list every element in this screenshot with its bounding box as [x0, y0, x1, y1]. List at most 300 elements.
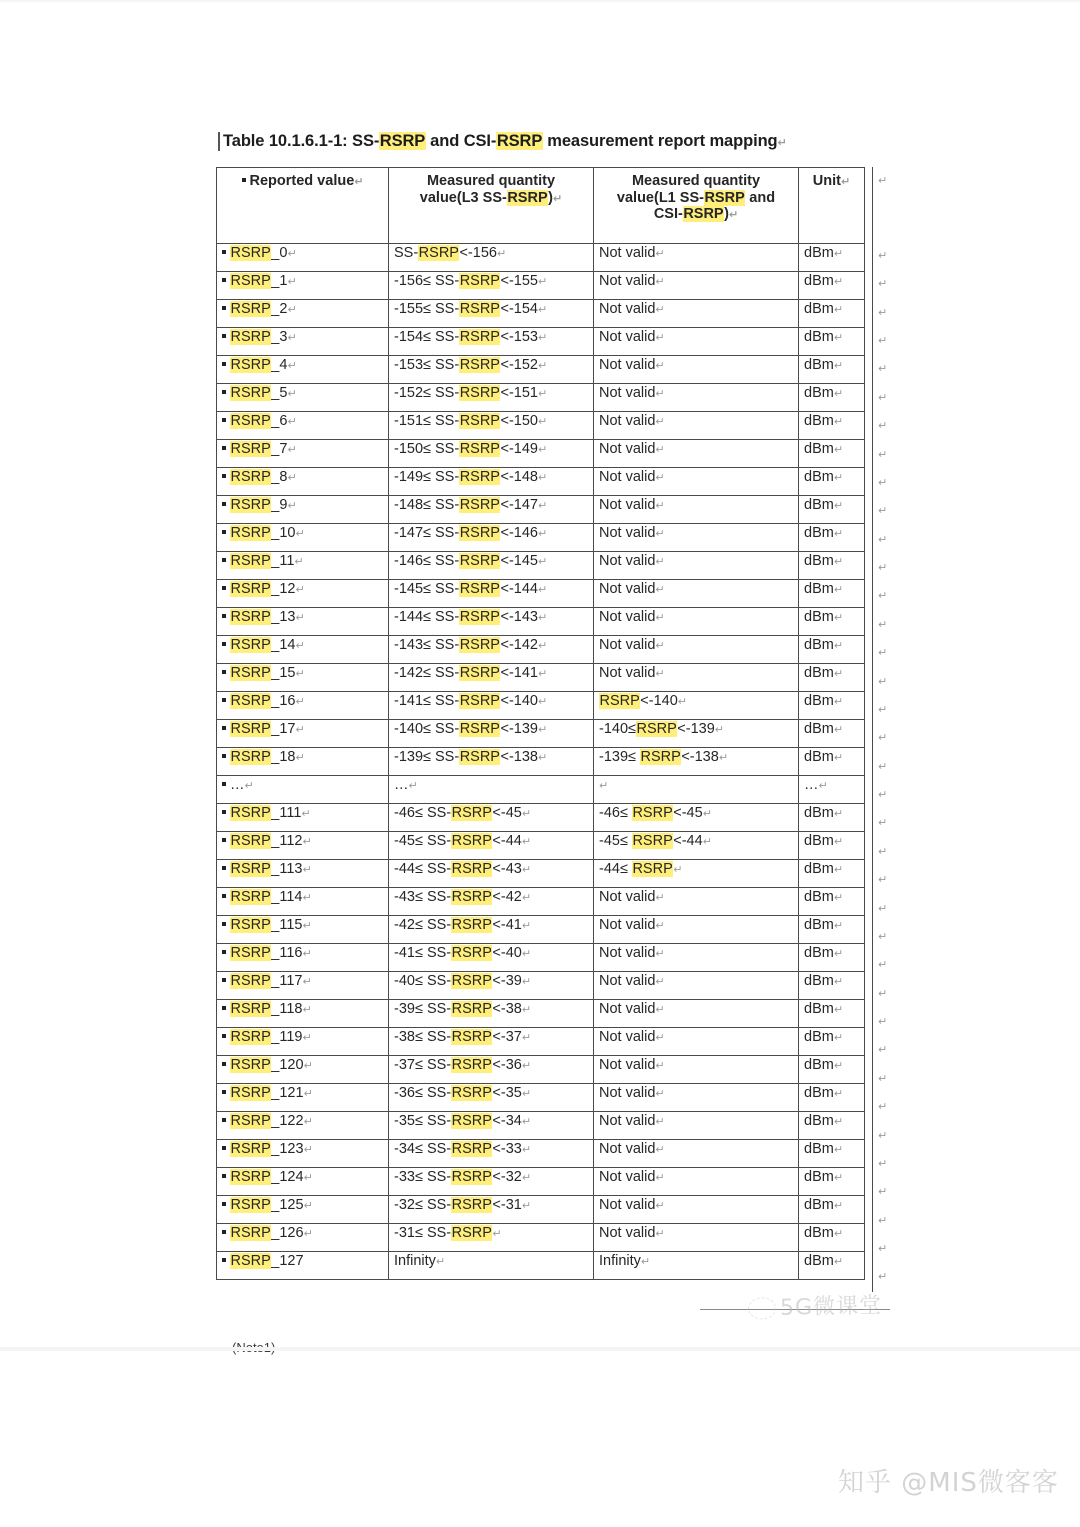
cell-text: _124 — [271, 1168, 304, 1185]
paragraph-mark-icon: ↵ — [287, 358, 297, 372]
highlight-rsrp: RSRP — [230, 1196, 271, 1213]
table-row — [217, 1055, 865, 1083]
cell-reported-value — [217, 971, 389, 999]
cell-text: dBm — [804, 328, 834, 345]
cell-text: -156≤ SS-RSRP<-155 — [394, 272, 538, 289]
paragraph-mark-icon: ↵ — [878, 901, 888, 915]
column-header-highlight-rsrp-1: RSRP — [704, 189, 745, 206]
cell-l3-measured-quantity — [389, 551, 594, 579]
cell-text: _4 — [271, 356, 288, 373]
paragraph-mark-icon: ↵ — [878, 1270, 888, 1284]
cell-reported-value — [217, 831, 389, 859]
column-header-label: Reported value — [249, 172, 355, 189]
highlight-rsrp: RSRP — [451, 1168, 492, 1185]
paragraph-mark-icon: ↵ — [640, 1254, 651, 1268]
bullet-icon — [222, 474, 226, 478]
inline-watermark-text: 5G微课堂 — [779, 1293, 883, 1321]
cell-text: dBm — [804, 1000, 834, 1017]
paragraph-mark-icon: ↵ — [537, 442, 548, 456]
cell-unit — [799, 747, 865, 775]
highlight-rsrp: RSRP — [459, 356, 500, 373]
bullet-icon — [222, 334, 226, 338]
paragraph-mark-icon: ↵ — [537, 274, 548, 288]
paragraph-mark-icon: ↵ — [295, 526, 305, 540]
paragraph-mark-icon: ↵ — [537, 498, 548, 512]
cell-l1-measured-quantity — [594, 551, 799, 579]
cell-text: Not valid — [599, 636, 656, 653]
cell-text: _112 — [271, 832, 303, 849]
paragraph-mark-icon: ↵ — [833, 1198, 844, 1212]
cell-text: Not valid — [599, 1168, 656, 1185]
paragraph-mark-icon: ↵ — [521, 1058, 532, 1072]
table-body — [217, 243, 865, 1279]
cell-unit — [799, 635, 865, 663]
cell-text: dBm — [804, 1168, 834, 1185]
paragraph-mark-icon: ↵ — [655, 1170, 665, 1184]
paragraph-mark-icon: ↵ — [833, 946, 844, 960]
highlight-rsrp: RSRP — [230, 692, 271, 709]
paragraph-mark-icon: ↵ — [552, 191, 563, 205]
bullet-icon — [222, 1118, 226, 1122]
table-row — [217, 775, 865, 803]
cell-l1-measured-quantity — [594, 971, 799, 999]
highlight-rsrp: RSRP — [230, 244, 271, 261]
highlight-rsrp: RSRP — [632, 832, 673, 849]
paragraph-mark-icon: ↵ — [295, 722, 305, 736]
paragraph-mark-icon: ↵ — [302, 862, 312, 876]
paragraph-mark-icon: ↵ — [833, 1058, 844, 1072]
bullet-icon — [222, 278, 226, 282]
cell-reported-value — [217, 271, 389, 299]
paragraph-mark-icon: ↵ — [287, 498, 297, 512]
highlight-rsrp: RSRP — [230, 300, 271, 317]
cell-text: _126 — [271, 1224, 304, 1241]
bullet-icon — [222, 250, 226, 254]
cell-reported-value — [217, 1251, 389, 1279]
cell-l3-measured-quantity — [389, 383, 594, 411]
cell-text: -37≤ SS-RSRP<-36 — [394, 1056, 522, 1073]
cell-unit — [799, 1167, 865, 1195]
paragraph-mark-icon: ↵ — [833, 582, 844, 596]
table-row — [217, 803, 865, 831]
highlight-rsrp: RSRP — [230, 608, 271, 625]
table-caption — [218, 132, 896, 151]
paragraph-mark-icon: ↵ — [878, 248, 888, 262]
table-row — [217, 691, 865, 719]
paragraph-mark-icon: ↵ — [303, 1142, 313, 1156]
highlight-rsrp: RSRP — [451, 944, 492, 961]
paragraph-mark-icon: ↵ — [878, 1043, 888, 1057]
cell-l1-measured-quantity — [594, 607, 799, 635]
cell-l1-measured-quantity — [594, 635, 799, 663]
paragraph-mark-icon: ↵ — [521, 1086, 532, 1100]
cell-reported-value — [217, 859, 389, 887]
cell-reported-value — [217, 551, 389, 579]
bullet-icon — [222, 1202, 226, 1206]
paragraph-mark-icon: ↵ — [833, 386, 844, 400]
paragraph-mark-icon: ↵ — [655, 386, 665, 400]
cell-unit — [799, 915, 865, 943]
highlight-rsrp: RSRP — [459, 272, 500, 289]
cell-text: -44≤ RSRP — [599, 860, 673, 877]
table-row — [217, 943, 865, 971]
cell-l1-measured-quantity — [594, 887, 799, 915]
cell-text: -148≤ SS-RSRP<-147 — [394, 496, 538, 513]
column-header-line2-prefix: value(L1 SS- — [616, 189, 704, 206]
cell-text: _122 — [271, 1112, 304, 1129]
cell-text: _115 — [271, 916, 303, 933]
cell-text: _5 — [271, 384, 288, 401]
bullet-icon — [222, 754, 226, 758]
highlight-rsrp: RSRP — [451, 916, 492, 933]
bullet-icon — [222, 950, 226, 954]
cell-text: -140≤ SS-RSRP<-139 — [394, 720, 538, 737]
paragraph-mark-icon: ↵ — [303, 1226, 313, 1240]
cell-reported-value — [217, 1027, 389, 1055]
bullet-icon — [222, 978, 226, 982]
paragraph-mark-icon: ↵ — [521, 946, 532, 960]
paragraph-mark-icon: ↵ — [303, 1198, 313, 1212]
cell-text: Not valid — [599, 272, 656, 289]
cell-text: Not valid — [599, 244, 656, 261]
paragraph-mark-icon: ↵ — [878, 504, 888, 518]
paragraph-mark-icon: ↵ — [878, 759, 888, 773]
bullet-icon — [222, 390, 226, 394]
paragraph-mark-icon: ↵ — [655, 274, 665, 288]
cell-text: _127 — [271, 1252, 304, 1269]
paragraph-mark-icon: ↵ — [287, 330, 297, 344]
bullet-icon — [222, 1258, 226, 1262]
paragraph-mark-icon: ↵ — [655, 918, 665, 932]
highlight-rsrp: RSRP — [230, 1140, 271, 1157]
table-row — [217, 971, 865, 999]
table-row — [217, 1251, 865, 1279]
cell-text: -32≤ SS-RSRP<-31 — [394, 1196, 522, 1213]
paragraph-mark-icon: ↵ — [287, 414, 297, 428]
paragraph-mark-icon: ↵ — [878, 816, 888, 830]
cell-text: dBm — [804, 860, 834, 877]
cell-unit — [799, 1055, 865, 1083]
paragraph-mark-icon: ↵ — [833, 358, 844, 372]
table-row — [217, 859, 865, 887]
cell-l1-measured-quantity — [594, 243, 799, 271]
highlight-rsrp: RSRP — [451, 1084, 492, 1101]
cell-l3-measured-quantity — [389, 523, 594, 551]
cell-unit — [799, 943, 865, 971]
cell-l3-measured-quantity — [389, 299, 594, 327]
cell-text: dBm — [804, 1140, 834, 1157]
paragraph-mark-icon: ↵ — [521, 1198, 532, 1212]
paragraph-mark-icon: ↵ — [878, 986, 888, 1000]
cell-reported-value — [217, 775, 389, 803]
bullet-icon — [222, 1006, 226, 1010]
paragraph-mark-icon: ↵ — [521, 890, 532, 904]
cell-text: -38≤ SS-RSRP<-37 — [394, 1028, 522, 1045]
cell-l3-measured-quantity — [389, 271, 594, 299]
cell-unit — [799, 523, 865, 551]
bullet-icon — [222, 1230, 226, 1234]
paragraph-mark-icon: ↵ — [655, 1086, 665, 1100]
cell-text: Not valid — [599, 524, 656, 541]
bullet-icon — [222, 810, 226, 814]
table-row — [217, 1083, 865, 1111]
cell-text: Not valid — [599, 888, 656, 905]
cell-reported-value — [217, 719, 389, 747]
paragraph-mark-icon: ↵ — [833, 1226, 844, 1240]
paragraph-mark-icon: ↵ — [521, 974, 532, 988]
cell-unit — [799, 551, 865, 579]
cell-l1-measured-quantity — [594, 915, 799, 943]
cell-l1-measured-quantity — [594, 523, 799, 551]
cell-text: _15 — [271, 664, 296, 681]
paragraph-mark-icon: ↵ — [833, 274, 844, 288]
paragraph-mark-icon: ↵ — [833, 1170, 844, 1184]
cell-unit — [799, 271, 865, 299]
paragraph-mark-icon: ↵ — [878, 1185, 888, 1199]
document-content — [216, 132, 896, 1284]
cell-text: Not valid — [599, 608, 656, 625]
cell-reported-value — [217, 691, 389, 719]
cell-l1-measured-quantity — [594, 299, 799, 327]
paragraph-mark-icon: ↵ — [777, 136, 787, 149]
cell-l3-measured-quantity — [389, 607, 594, 635]
cell-l3-measured-quantity — [389, 1167, 594, 1195]
cell-text: _125 — [271, 1196, 304, 1213]
cell-text: dBm — [804, 1028, 834, 1045]
paragraph-mark-icon: ↵ — [303, 1114, 313, 1128]
caption-highlight-rsrp-1: RSRP — [379, 132, 426, 150]
cell-text: Not valid — [599, 972, 656, 989]
bullet-icon — [222, 838, 226, 842]
cell-unit — [799, 607, 865, 635]
cell-text: dBm — [804, 1196, 834, 1213]
paragraph-mark-icon: ↵ — [818, 778, 828, 792]
cell-text: _113 — [271, 860, 303, 877]
paragraph-mark-icon: ↵ — [295, 666, 305, 680]
table-row — [217, 551, 865, 579]
cell-unit — [799, 243, 865, 271]
paragraph-mark-icon: ↵ — [702, 834, 712, 848]
bullet-icon — [222, 894, 226, 898]
cell-unit — [799, 467, 865, 495]
cell-l1-measured-quantity — [594, 271, 799, 299]
paragraph-mark-icon: ↵ — [521, 834, 532, 848]
cell-text: _121 — [271, 1084, 304, 1101]
cell-text: -155≤ SS-RSRP<-154 — [394, 300, 538, 317]
highlight-rsrp: RSRP — [459, 300, 500, 317]
cell-text: dBm — [804, 916, 834, 933]
paragraph-mark-icon: ↵ — [833, 638, 844, 652]
column-header-highlight-rsrp-2: RSRP — [683, 206, 724, 223]
paragraph-mark-icon: ↵ — [833, 526, 844, 540]
highlight-rsrp: RSRP — [230, 272, 271, 289]
table-row — [217, 439, 865, 467]
column-header-line2-suffix: ) — [548, 189, 553, 206]
cell-l3-measured-quantity — [389, 1223, 594, 1251]
highlight-rsrp: RSRP — [230, 916, 271, 933]
paragraph-mark-icon: ↵ — [287, 302, 297, 316]
cell-text: … — [230, 776, 245, 793]
cell-text: -139≤ RSRP<-138 — [599, 748, 719, 765]
cell-text: dBm — [804, 1252, 834, 1269]
cell-reported-value — [217, 383, 389, 411]
cell-text: -139≤ SS-RSRP<-138 — [394, 748, 538, 765]
page-bottom-edge — [0, 1347, 1080, 1351]
highlight-rsrp: RSRP — [230, 860, 271, 877]
highlight-rsrp: RSRP — [632, 860, 673, 877]
cell-unit — [799, 1083, 865, 1111]
column-header-l1-measured-quantity — [594, 167, 799, 243]
paragraph-mark-icon: ↵ — [303, 1058, 313, 1072]
cell-l1-measured-quantity — [594, 383, 799, 411]
cell-text: -143≤ SS-RSRP<-142 — [394, 636, 538, 653]
highlight-rsrp: RSRP — [459, 552, 500, 569]
paragraph-mark-icon: ↵ — [295, 582, 305, 596]
table-row — [217, 663, 865, 691]
cell-l1-measured-quantity — [594, 831, 799, 859]
highlight-rsrp: RSRP — [230, 832, 271, 849]
paragraph-mark-icon: ↵ — [287, 274, 297, 288]
cell-text: dBm — [804, 832, 834, 849]
cell-l3-measured-quantity — [389, 327, 594, 355]
cell-l3-measured-quantity — [389, 859, 594, 887]
cell-reported-value — [217, 411, 389, 439]
cell-text: -33≤ SS-RSRP<-32 — [394, 1168, 522, 1185]
highlight-rsrp: RSRP — [632, 804, 673, 821]
paragraph-mark-icon: ↵ — [655, 554, 665, 568]
inline-watermark — [748, 1288, 883, 1322]
paragraph-mark-icon: ↵ — [655, 946, 665, 960]
cell-l1-measured-quantity — [594, 355, 799, 383]
paragraph-mark-icon: ↵ — [833, 890, 844, 904]
cell-text: … — [804, 776, 819, 793]
paragraph-mark-icon: ↵ — [521, 918, 532, 932]
cell-text: Not valid — [599, 412, 656, 429]
paragraph-mark-icon: ↵ — [878, 447, 888, 461]
cell-text: dBm — [804, 748, 834, 765]
paragraph-mark-icon: ↵ — [878, 873, 888, 887]
cell-text: dBm — [804, 804, 834, 821]
cell-reported-value — [217, 1055, 389, 1083]
cell-text: -45≤ SS-RSRP<-44 — [394, 832, 522, 849]
cell-text: dBm — [804, 888, 834, 905]
cell-text: _3 — [271, 328, 288, 345]
cell-reported-value — [217, 1195, 389, 1223]
highlight-rsrp: RSRP — [599, 692, 640, 709]
paragraph-mark-icon: ↵ — [521, 806, 532, 820]
table-row — [217, 411, 865, 439]
paragraph-mark-icon: ↵ — [878, 844, 888, 858]
cell-text: -140≤RSRP<-139 — [599, 720, 715, 737]
bullet-icon — [222, 642, 226, 646]
paragraph-mark-icon: ↵ — [878, 1015, 888, 1029]
cell-text: _10 — [271, 524, 296, 541]
cell-text: dBm — [804, 244, 834, 261]
cell-reported-value — [217, 607, 389, 635]
highlight-rsrp: RSRP — [230, 888, 271, 905]
highlight-rsrp: RSRP — [459, 748, 500, 765]
cell-l1-measured-quantity — [594, 1055, 799, 1083]
cell-text: -151≤ SS-RSRP<-150 — [394, 412, 538, 429]
cell-text: -154≤ SS-RSRP<-153 — [394, 328, 538, 345]
cell-l3-measured-quantity — [389, 719, 594, 747]
highlight-rsrp: RSRP — [230, 1112, 271, 1129]
cell-l1-measured-quantity — [594, 495, 799, 523]
table-row — [217, 1167, 865, 1195]
paragraph-mark-icon: ↵ — [655, 1142, 665, 1156]
cell-text: dBm — [804, 272, 834, 289]
cell-text: -34≤ SS-RSRP<-33 — [394, 1140, 522, 1157]
cell-l3-measured-quantity — [389, 439, 594, 467]
cell-reported-value — [217, 1223, 389, 1251]
watermark-rule — [700, 1309, 890, 1310]
column-header-line2-suffix: and — [745, 189, 776, 206]
highlight-rsrp: RSRP — [230, 972, 271, 989]
highlight-rsrp: RSRP — [230, 384, 271, 401]
cell-text: Not valid — [599, 328, 656, 345]
cell-l1-measured-quantity — [594, 1111, 799, 1139]
cell-text: Not valid — [599, 440, 656, 457]
cell-l3-measured-quantity — [389, 1139, 594, 1167]
paragraph-mark-icon: ↵ — [655, 890, 665, 904]
cutoff-note-row — [232, 1340, 275, 1347]
cell-text: SS-RSRP<-156 — [394, 244, 497, 261]
cell-text: dBm — [804, 944, 834, 961]
paragraph-mark-icon: ↵ — [537, 386, 548, 400]
paragraph-mark-icon: ↵ — [655, 638, 665, 652]
cell-text: dBm — [804, 1224, 834, 1241]
cell-text: Not valid — [599, 1028, 656, 1045]
paragraph-mark-icon: ↵ — [354, 174, 364, 188]
paragraph-mark-icon: ↵ — [302, 974, 312, 988]
cell-text: Not valid — [599, 356, 656, 373]
paragraph-mark-icon: ↵ — [655, 974, 665, 988]
paragraph-mark-icon: ↵ — [537, 414, 548, 428]
highlight-rsrp: RSRP — [451, 804, 492, 821]
cell-unit — [799, 579, 865, 607]
table-row — [217, 495, 865, 523]
cell-l1-measured-quantity — [594, 691, 799, 719]
paragraph-mark-icon: ↵ — [833, 974, 844, 988]
cell-l3-measured-quantity — [389, 635, 594, 663]
highlight-rsrp: RSRP — [640, 748, 681, 765]
cell-l3-measured-quantity — [389, 831, 594, 859]
cell-text: -153≤ SS-RSRP<-152 — [394, 356, 538, 373]
cell-text: _120 — [271, 1056, 304, 1073]
highlight-rsrp: RSRP — [451, 1000, 492, 1017]
table-row — [217, 719, 865, 747]
cell-text: Not valid — [599, 1196, 656, 1213]
cell-reported-value — [217, 1139, 389, 1167]
paragraph-mark-icon: ↵ — [655, 1002, 665, 1016]
paragraph-mark-icon: ↵ — [496, 246, 507, 260]
highlight-rsrp: RSRP — [230, 580, 271, 597]
paragraph-mark-icon: ↵ — [833, 862, 844, 876]
paragraph-mark-icon: ↵ — [655, 1198, 665, 1212]
cell-text: _9 — [271, 496, 288, 513]
paragraph-mark-icon: ↵ — [521, 1030, 532, 1044]
cell-unit — [799, 1111, 865, 1139]
paragraph-mark-icon: ↵ — [302, 918, 312, 932]
paragraph-mark-icon: ↵ — [833, 414, 844, 428]
cell-unit — [799, 691, 865, 719]
paragraph-mark-icon: ↵ — [655, 302, 665, 316]
highlight-rsrp: RSRP — [451, 888, 492, 905]
highlight-rsrp: RSRP — [451, 1224, 492, 1241]
paragraph-mark-icon: ↵ — [833, 918, 844, 932]
paragraph-mark-icon: ↵ — [655, 330, 665, 344]
highlight-rsrp: RSRP — [230, 1252, 271, 1269]
